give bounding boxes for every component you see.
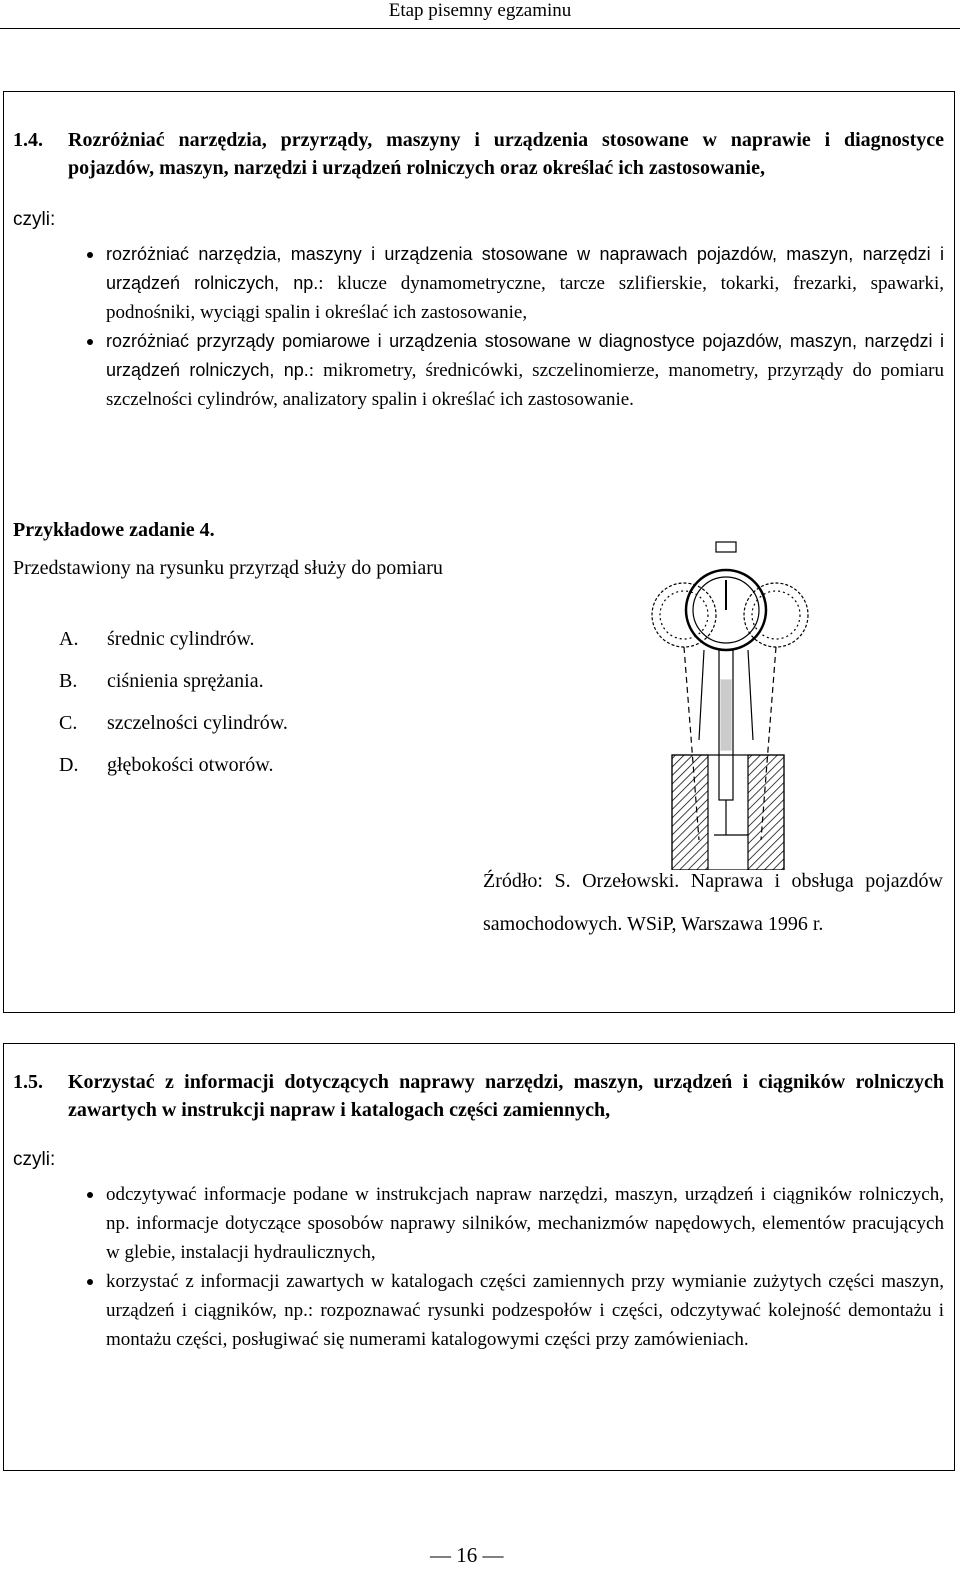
bullet-text-part-b: : mikrometry, średnicówki, szczelinomierze, manometry, przyrządy do pomiaru szczelności cylindrów, analizatory spalin i określać ich zastosowanie. bbox=[106, 360, 944, 410]
bullet-icon bbox=[87, 1192, 93, 1198]
option-text: ciśnienia sprężania. bbox=[107, 670, 264, 692]
section-1-5-box bbox=[3, 1043, 955, 1471]
bullet-icon bbox=[87, 1279, 93, 1285]
list-item bbox=[4, 1267, 944, 1354]
list-item bbox=[4, 327, 944, 414]
task-question: Przedstawiony na rysunku przyrząd służy do pomiaru bbox=[13, 557, 443, 579]
bullet-text-part-a: rozróżniać narzędzia, maszyny i urządzenia stosowane w naprawach pojazdów, maszyn, narzędzi i urządzeń rolniczych, np. bbox=[106, 244, 944, 293]
task-title: Przykładowe zadanie 4. bbox=[13, 519, 215, 541]
czyli-label: czyli: bbox=[13, 209, 56, 230]
bullet-icon bbox=[87, 339, 93, 345]
figure-source: Źródło: S. Orzełowski. Naprawa i obsługa pojazdów samochodowych. WSiP, Warszawa 1996 r. bbox=[483, 870, 943, 935]
bullet-icon bbox=[87, 252, 93, 258]
answer-option-d bbox=[59, 744, 288, 786]
bore-gauge-illustration bbox=[644, 540, 884, 870]
czyli-label: czyli: bbox=[13, 1149, 56, 1170]
section-1-5-bullets bbox=[4, 1180, 944, 1354]
answer-option-b bbox=[59, 660, 288, 702]
answer-options bbox=[59, 618, 288, 786]
section-1-5-heading bbox=[13, 1068, 944, 1124]
section-1-4-bullets bbox=[4, 240, 944, 414]
section-1-4-heading bbox=[13, 126, 944, 182]
option-letter: D. bbox=[59, 754, 79, 776]
bullet-text-part-a: rozróżniać przyrządy pomiarowe i urządzenia stosowane w diagnostyce pojazdów, maszyn, narzędzi i urządzeń rolniczych, np. bbox=[106, 331, 944, 380]
bullet-text-part-b: : klucze dynamometryczne, tarcze szlifierskie, tokarki, frezarki, spawarki, podnośniki, wyciągi spalin i określać ich zastosowanie, bbox=[106, 273, 944, 323]
bullet-text: korzystać z informacji zawartych w katalogach części zamiennych przy wymianie zużytych części maszyn, urządzeń i ciągników, np.: rozpoznawać rysunki podzespołów i części, odczytywać kolejność demontażu i montażu części, posługiwać się numerami katalogowymi części przy zamówieniach. bbox=[106, 1271, 944, 1350]
option-letter: A. bbox=[59, 628, 79, 650]
section-1-4-title: Rozróżniać narzędzia, przyrządy, maszyny i urządzenia stosowane w naprawie i diagnostyce pojazdów, maszyn, narzędzi i urządzeń rolniczych oraz określać ich zastosowanie, bbox=[68, 129, 944, 179]
section-1-4-box bbox=[3, 91, 955, 1013]
list-item bbox=[4, 1180, 944, 1267]
list-item bbox=[4, 240, 944, 327]
header-rule bbox=[0, 28, 960, 29]
bullet-text: odczytywać informacje podane w instrukcjach napraw narzędzi, maszyn, urządzeń i ciągników rolniczych, np. informacje dotyczące sposobów naprawy silników, mechanizmów napędowych, elementów pracujących w glebie, instalacji hydraulicznych, bbox=[106, 1184, 944, 1263]
answer-option-c bbox=[59, 702, 288, 744]
page-header: Etap pisemny egzaminu bbox=[388, 0, 572, 21]
option-text: szczelności cylindrów. bbox=[107, 712, 288, 734]
section-1-5-number: 1.5. bbox=[13, 1071, 43, 1093]
section-1-4-number: 1.4. bbox=[13, 129, 43, 151]
option-text: głębokości otworów. bbox=[107, 754, 274, 776]
option-letter: B. bbox=[59, 670, 78, 692]
option-text: średnic cylindrów. bbox=[107, 628, 255, 650]
option-letter: C. bbox=[59, 712, 78, 734]
answer-option-a bbox=[59, 618, 288, 660]
section-1-5-title: Korzystać z informacji dotyczących naprawy narzędzi, maszyn, urządzeń i ciągników rolniczych zawartych w instrukcji napraw i katalogach części zamiennych, bbox=[68, 1071, 944, 1121]
page-number: — 16 — bbox=[430, 1543, 504, 1567]
